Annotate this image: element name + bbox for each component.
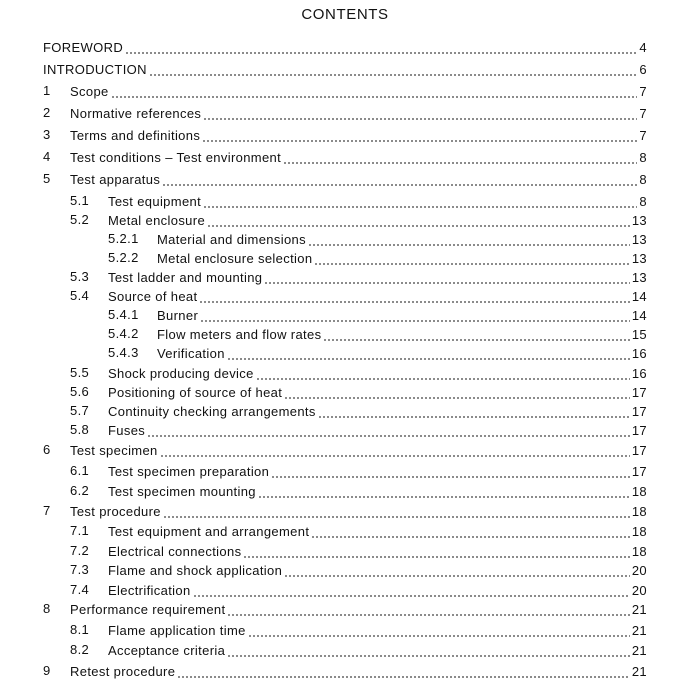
- toc-entry[interactable]: [0, 402, 690, 420]
- dot-leader: [227, 643, 630, 659]
- toc-entry-label: Material and dimensions: [157, 232, 306, 247]
- toc-entry-number: 7.1: [70, 523, 90, 538]
- toc-entry-number: 8.2: [70, 642, 90, 657]
- toc-entry-label: FOREWORD: [43, 40, 124, 55]
- toc-entry-number: 5.1: [70, 193, 90, 208]
- dot-leader: [264, 270, 629, 286]
- toc-entry[interactable]: [0, 662, 690, 680]
- dot-leader: [199, 289, 629, 305]
- toc-entry-number: 5.2: [70, 212, 90, 227]
- toc-entry-label: Test apparatus: [70, 172, 161, 187]
- toc-entry[interactable]: [0, 287, 690, 305]
- dot-leader: [202, 128, 637, 144]
- toc-entry-label: Scope: [70, 84, 109, 99]
- toc-entry-page: 17: [631, 464, 647, 479]
- toc-entry[interactable]: [0, 600, 690, 618]
- dot-leader: [323, 327, 629, 343]
- dot-leader: [284, 563, 630, 579]
- toc-entry-page: 20: [631, 583, 647, 598]
- toc-entry-page: 7: [639, 106, 647, 121]
- toc-entry-label: Test specimen mounting: [108, 484, 256, 499]
- dot-leader: [193, 583, 630, 599]
- toc-entry[interactable]: [0, 325, 690, 343]
- toc-entry-page: 18: [631, 524, 647, 539]
- toc-entry-page: 17: [631, 404, 647, 419]
- toc-entry-page: 21: [631, 664, 647, 679]
- toc-entry[interactable]: [0, 230, 690, 248]
- toc-entry-number: 4: [43, 149, 51, 164]
- toc-entry-page: 16: [631, 346, 647, 361]
- toc-entry[interactable]: [0, 306, 690, 324]
- toc-entry-number: 6.2: [70, 483, 90, 498]
- toc-entry-number: 7: [43, 503, 51, 518]
- toc-entry[interactable]: [0, 441, 690, 459]
- page-title: CONTENTS: [301, 6, 389, 23]
- toc-entry-number: 7.3: [70, 562, 90, 577]
- toc-entry-number: 7.2: [70, 543, 90, 558]
- toc-entry-page: 7: [639, 128, 647, 143]
- dot-leader: [207, 213, 630, 229]
- toc-entry-page: 17: [631, 385, 647, 400]
- toc-entry[interactable]: [0, 148, 690, 166]
- toc-entry-label: Performance requirement: [70, 602, 226, 617]
- toc-entry-page: 13: [631, 213, 647, 228]
- toc-entry[interactable]: [0, 641, 690, 659]
- toc-entry-label: Fuses: [108, 423, 146, 438]
- toc-entry-number: 1: [43, 83, 51, 98]
- dot-leader: [163, 504, 630, 520]
- toc-entry[interactable]: [0, 462, 690, 480]
- toc-entry-page: 6: [639, 62, 647, 77]
- toc-entry-number: 3: [43, 127, 51, 142]
- toc-entry-label: Test specimen: [70, 443, 158, 458]
- dot-leader: [111, 84, 638, 100]
- toc-entry-label: Normative references: [70, 106, 202, 121]
- toc-entry[interactable]: [0, 581, 690, 599]
- toc-entry-label: Metal enclosure: [108, 213, 206, 228]
- dot-leader: [308, 232, 630, 248]
- toc-entry-label: Metal enclosure selection: [157, 251, 313, 266]
- toc-entry[interactable]: [0, 268, 690, 286]
- toc-entry-label: Test equipment: [108, 194, 202, 209]
- toc-entry[interactable]: [0, 383, 690, 401]
- toc-entry-page: 20: [631, 563, 647, 578]
- toc-entry-page: 7: [639, 84, 647, 99]
- toc-entry-number: 6: [43, 442, 51, 457]
- dot-leader: [248, 623, 630, 639]
- dot-leader: [162, 172, 637, 188]
- toc-entry-label: Test procedure: [70, 504, 161, 519]
- dot-leader: [311, 524, 630, 540]
- toc-entry-page: 21: [631, 602, 647, 617]
- dot-leader: [177, 664, 630, 680]
- toc-entry-number: 5.3: [70, 269, 90, 284]
- toc-entry[interactable]: [0, 364, 690, 382]
- toc-entry-label: Positioning of source of heat: [108, 385, 283, 400]
- dot-leader: [203, 106, 637, 122]
- toc-entry-number: 5.2.2: [108, 250, 139, 265]
- toc-entry-number: 2: [43, 105, 51, 120]
- toc-entry-number: 5.4.2: [108, 326, 139, 341]
- dot-leader: [258, 484, 630, 500]
- toc-entry-page: 14: [631, 289, 647, 304]
- dot-leader: [256, 366, 630, 382]
- toc-entry-label: Test equipment and arrangement: [108, 524, 310, 539]
- toc-entry-page: 8: [639, 194, 647, 209]
- toc-entry-page: 16: [631, 366, 647, 381]
- toc-entry-label: INTRODUCTION: [43, 62, 147, 77]
- toc-entry-label: Electrification: [108, 583, 191, 598]
- dot-leader: [160, 443, 630, 459]
- toc-entry[interactable]: [0, 82, 690, 100]
- toc-entry-number: 5.6: [70, 384, 90, 399]
- toc-entry-label: Retest procedure: [70, 664, 176, 679]
- toc-entry-label: Source of heat: [108, 289, 198, 304]
- toc-entry[interactable]: [0, 170, 690, 188]
- dot-leader: [203, 194, 637, 210]
- toc-entry-page: 21: [631, 623, 647, 638]
- toc-entry-label: Test conditions – Test environment: [70, 150, 282, 165]
- toc-entry-number: 5.7: [70, 403, 90, 418]
- toc-entry[interactable]: [0, 211, 690, 229]
- dot-leader: [243, 544, 629, 560]
- toc-entry-page: 4: [639, 40, 647, 55]
- toc-entry[interactable]: [0, 192, 690, 210]
- toc-entry-label: Flame application time: [108, 623, 246, 638]
- toc-entry-page: 21: [631, 643, 647, 658]
- toc-entry-label: Flow meters and flow rates: [157, 327, 322, 342]
- toc-entry[interactable]: [0, 502, 690, 520]
- toc-entry-number: 5.5: [70, 365, 90, 380]
- toc-entry-page: 14: [631, 308, 647, 323]
- toc-entry-label: Test ladder and mounting: [108, 270, 263, 285]
- dot-leader: [147, 423, 630, 439]
- toc-entry-page: 13: [631, 270, 647, 285]
- dot-leader: [227, 602, 629, 618]
- toc-entry[interactable]: [0, 542, 690, 560]
- toc-entry-label: Shock producing device: [108, 366, 254, 381]
- toc-entry-page: 13: [631, 251, 647, 266]
- toc-entry-label: Acceptance criteria: [108, 643, 226, 658]
- toc-entry-number: 8.1: [70, 622, 90, 637]
- toc-entry-label: Test specimen preparation: [108, 464, 270, 479]
- toc-entry[interactable]: [0, 126, 690, 144]
- toc-entry[interactable]: [0, 421, 690, 439]
- toc-entry-page: 18: [631, 544, 647, 559]
- toc-entry[interactable]: [0, 561, 690, 579]
- toc-entry-number: 5.2.1: [108, 231, 139, 246]
- toc-entry-page: 17: [631, 443, 647, 458]
- toc-entry-label: Terms and definitions: [70, 128, 201, 143]
- toc-entry[interactable]: [0, 482, 690, 500]
- dot-leader: [200, 308, 630, 324]
- toc-entry-label: Verification: [157, 346, 225, 361]
- toc-entry[interactable]: [0, 344, 690, 362]
- dot-leader: [149, 62, 638, 78]
- toc-entry-label: Electrical connections: [108, 544, 242, 559]
- dot-leader: [227, 346, 630, 362]
- toc-entry-number: 7.4: [70, 582, 90, 597]
- toc-entry-label: Flame and shock application: [108, 563, 283, 578]
- dot-leader: [125, 40, 637, 56]
- toc-entry-number: 8: [43, 601, 51, 616]
- dot-leader: [271, 464, 630, 480]
- toc-entry[interactable]: [0, 621, 690, 639]
- dot-leader: [284, 385, 630, 401]
- toc-entry-page: 17: [631, 423, 647, 438]
- toc-entry-number: 5: [43, 171, 51, 186]
- toc-entry-label: Burner: [157, 308, 199, 323]
- toc-entry[interactable]: [0, 104, 690, 122]
- toc-entry-label: Continuity checking arrangements: [108, 404, 316, 419]
- toc-entry-number: 5.4.3: [108, 345, 139, 360]
- toc-entry-number: 5.4: [70, 288, 90, 303]
- toc-entry[interactable]: [0, 249, 690, 267]
- toc-entry-page: 15: [631, 327, 647, 342]
- toc-entry-number: 5.8: [70, 422, 90, 437]
- toc-entry[interactable]: [0, 522, 690, 540]
- toc-entry-number: 9: [43, 663, 51, 678]
- toc-entry-number: 6.1: [70, 463, 90, 478]
- toc-entry-number: 5.4.1: [108, 307, 139, 322]
- toc-entry-page: 18: [631, 504, 647, 519]
- dot-leader: [314, 251, 629, 267]
- dot-leader: [318, 404, 630, 420]
- toc-entry-page: 8: [639, 172, 647, 187]
- toc-entry-page: 13: [631, 232, 647, 247]
- toc-entry-page: 8: [639, 150, 647, 165]
- toc-entry[interactable]: [0, 60, 690, 78]
- toc-entry-page: 18: [631, 484, 647, 499]
- toc-entry[interactable]: [0, 38, 690, 56]
- dot-leader: [283, 150, 637, 166]
